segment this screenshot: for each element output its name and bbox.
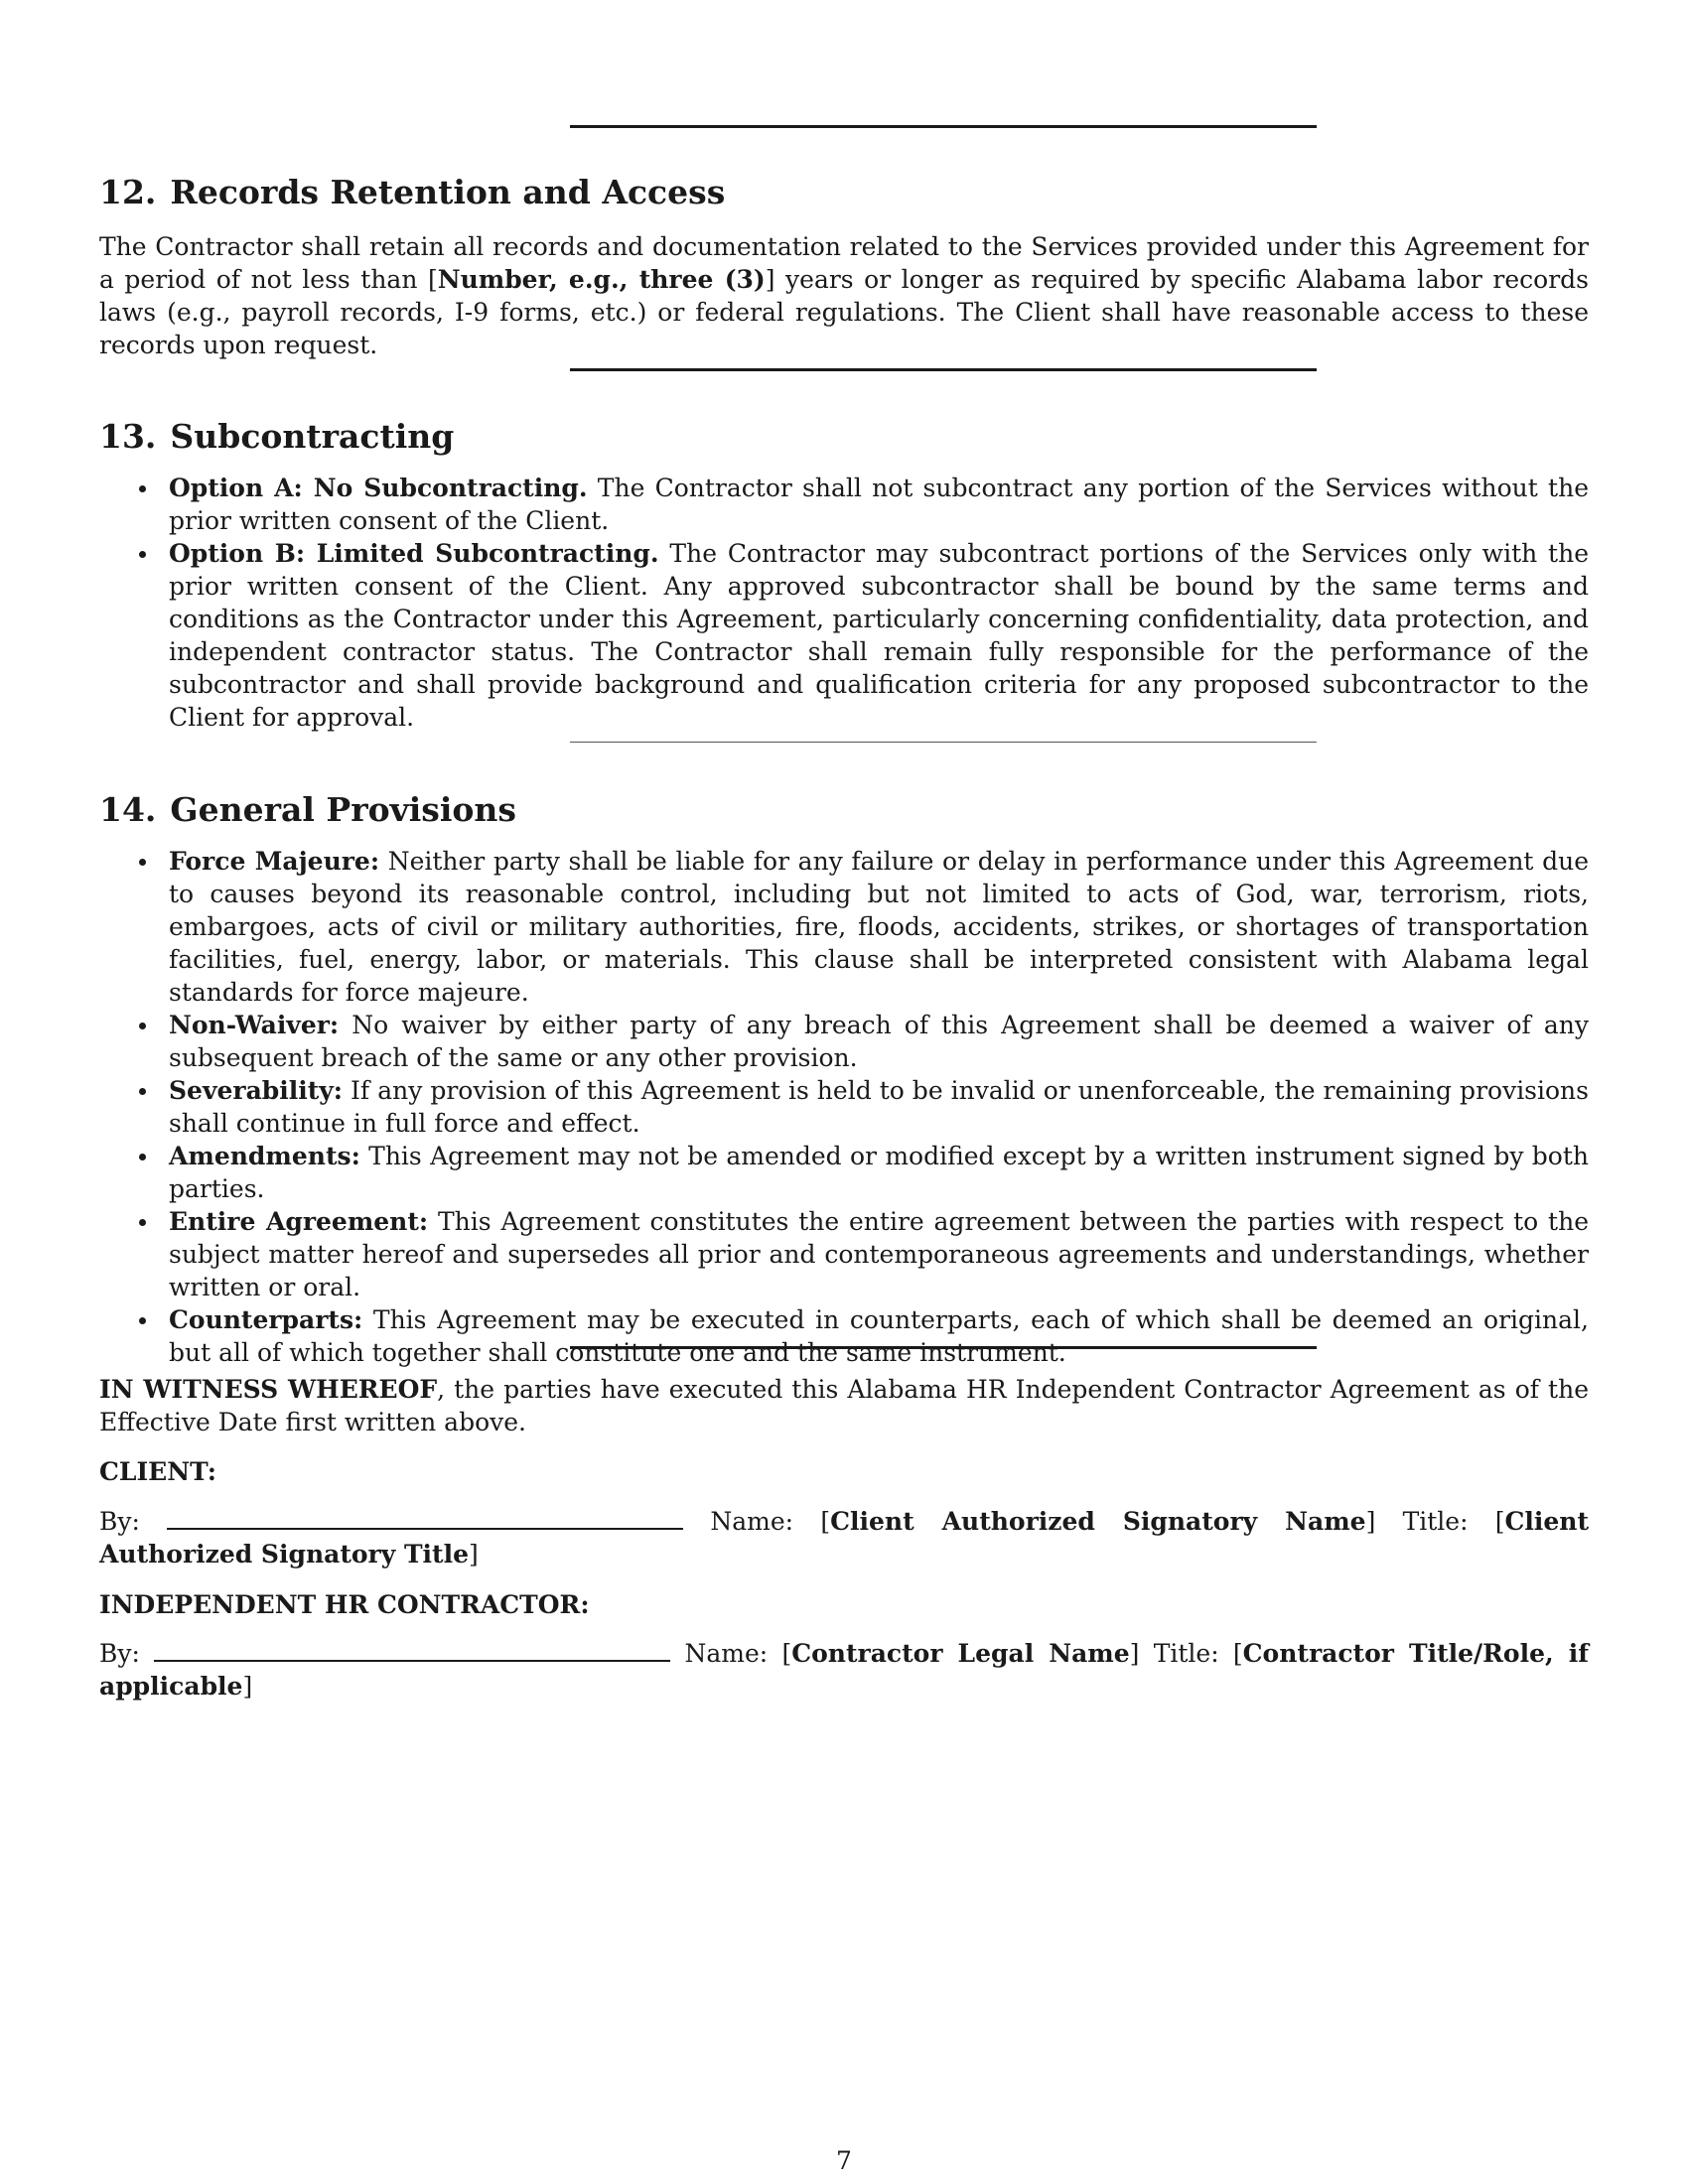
item-label: Option A: No Subcontracting. (169, 474, 588, 502)
title-value: Client Authorized Signatory Title (99, 1507, 1590, 1569)
section-title: General Provisions (170, 790, 517, 829)
section-13-list (99, 472, 1589, 734)
item-label: Entire Agreement: (169, 1207, 429, 1236)
heading-text: INDEPENDENT HR CONTRACTOR: (99, 1590, 590, 1619)
list-item (99, 1205, 1589, 1303)
item-text: This Agreement constitutes the entire agreement between the parties with respect to the subject matter hereof and supersedes all prior and contemporaneous agreements and understandings, whether written or oral. (169, 1207, 1589, 1301)
list-item (99, 472, 1589, 537)
section-divider (570, 125, 1317, 128)
section-number: 12. (99, 173, 157, 211)
page-number: 7 (836, 2146, 852, 2175)
contractor-signature-block: By: Name: [Contractor Legal Name] Title: [Contractor Title/Role, if applicable] (99, 1639, 1589, 1701)
name-label: Name: (710, 1507, 794, 1536)
section-13-heading (99, 417, 454, 457)
list-item (99, 1074, 1589, 1140)
client-signature-line[interactable] (167, 1506, 683, 1530)
by-label: By: (99, 1639, 140, 1668)
name-value: Contractor Legal Name (791, 1639, 1130, 1668)
client-heading (99, 1455, 1589, 1488)
section-14-list (99, 845, 1589, 1369)
list-item (99, 1140, 1589, 1205)
section-12-paragraph (99, 230, 1589, 361)
client-signature-block: By: Name: [Client Authorized Signatory Name] Title: [Client Authorized Signatory Title] (99, 1507, 1590, 1569)
paragraph-text: ] years or longer as required by specific Alabama labor records laws (e.g., payroll records, I-9 forms, etc.) or federal regulations. The Client shall have reasonable access to these records upon request. (99, 265, 1589, 359)
list-item (99, 845, 1589, 1009)
item-label: Option B: Limited Subcontracting. (169, 539, 659, 568)
item-text: No waiver by either party of any breach of this Agreement shall be deemed a waiver of any subsequent breach of the same or any other provision. (169, 1011, 1589, 1072)
placeholder-bold: Number, e.g., three (3) (437, 265, 766, 294)
section-number: 14. (99, 790, 157, 829)
name-value: Client Authorized Signatory Name (830, 1507, 1366, 1536)
witness-paragraph (99, 1373, 1589, 1438)
title-label: Title: (1402, 1507, 1469, 1536)
section-divider (570, 1346, 1317, 1349)
item-label: Force Majeure: (169, 847, 380, 876)
title-label: Title: (1153, 1639, 1219, 1668)
item-label: Severability: (169, 1076, 344, 1105)
heading-text: CLIENT: (99, 1457, 217, 1486)
item-text: If any provision of this Agreement is held to be invalid or unenforceable, the remaining provisions shall continue in full force and effect. (169, 1076, 1589, 1138)
list-item (99, 537, 1589, 734)
section-12-heading (99, 173, 725, 212)
item-text: This Agreement may be executed in counterparts, each of which shall be deemed an original, but all of which together shall constitute one and the same instrument. (169, 1305, 1589, 1367)
item-text: The Contractor may subcontract portions of the Services only with the prior written consent of the Client. Any approved subcontractor shall be bound by the same terms and conditions as the Contractor under this Agreement, particularly concerning confidentiality, data protection, and independent contractor status. The Contractor shall remain fully responsible for the performance of the subcontractor and shall provide background and qualification criteria for any proposed subcontractor to the Client for approval. (169, 539, 1589, 732)
by-label: By: (99, 1507, 140, 1536)
name-label: Name: (684, 1639, 769, 1668)
item-text: Neither party shall be liable for any failure or delay in performance under this Agreement due to causes beyond its reasonable control, including but not limited to acts of God, war, terrorism, riots, embargoes, acts of civil or military authorities, fire, floods, accidents, strikes, or shortages of transportation facilities, fuel, energy, labor, or materials. This clause shall be interpreted consistent with Alabama legal standards for force majeure. (169, 847, 1589, 1007)
section-14-heading (99, 790, 516, 830)
section-divider (570, 742, 1317, 743)
witness-bold: IN WITNESS WHEREOF (99, 1375, 438, 1404)
section-divider (570, 368, 1317, 371)
item-label: Amendments: (169, 1142, 360, 1170)
list-item (99, 1303, 1589, 1369)
list-item (99, 1009, 1589, 1074)
item-label: Counterparts: (169, 1305, 363, 1334)
section-title: Records Retention and Access (170, 173, 726, 211)
paragraph-text: The Contractor shall retain all records and documentation related to the Services provided under this Agreement for a period of not less than [ (99, 232, 1589, 294)
witness-text: , the parties have executed this Alabama HR Independent Contractor Agreement as of the Effective Date first written above. (99, 1375, 1589, 1436)
item-text: This Agreement may not be amended or modified except by a written instrument signed by both parties. (169, 1142, 1589, 1203)
section-title: Subcontracting (170, 417, 455, 456)
title-value: Contractor Title/Role, if applicable (99, 1639, 1589, 1701)
item-text: The Contractor shall not subcontract any portion of the Services without the prior written consent of the Client. (169, 474, 1589, 535)
contractor-heading (99, 1588, 1589, 1621)
section-number: 13. (99, 417, 157, 456)
contractor-signature-line[interactable] (154, 1638, 670, 1662)
item-label: Non-Waiver: (169, 1011, 340, 1039)
